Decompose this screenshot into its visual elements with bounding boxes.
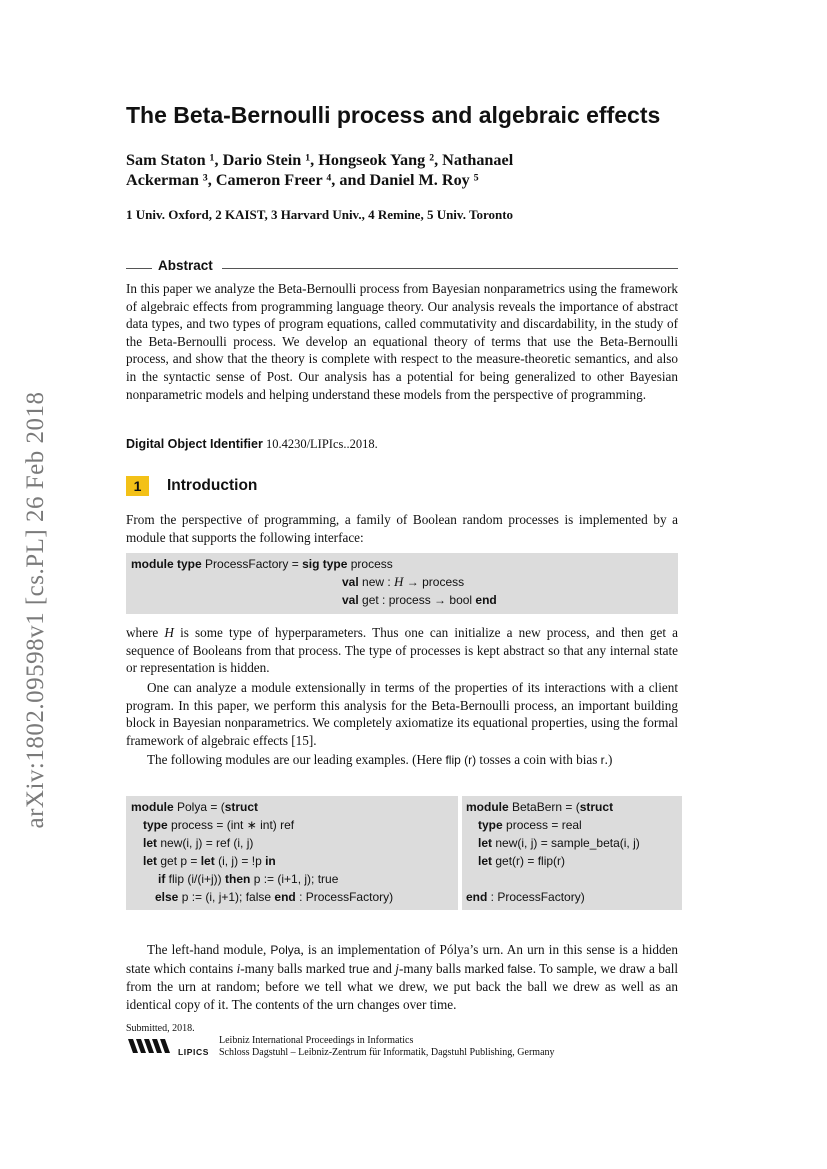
code-line: module type ProcessFactory = sig type process xyxy=(131,557,393,571)
code-line: else p := (i, j+1); false end : ProcessFactory) xyxy=(155,890,394,904)
code-betabern-box xyxy=(462,796,682,910)
paper-title: The Beta-Bernoulli process and algebraic effects xyxy=(126,102,661,128)
code-line: module Polya = (struct xyxy=(131,800,259,814)
abstract-rule-right xyxy=(222,268,678,269)
lipics-wordmark: LIPICS xyxy=(178,1047,209,1057)
section-title: Introduction xyxy=(167,477,258,494)
doi-value: 10.4230/LIPIcs..2018. xyxy=(265,437,378,451)
code-line: module BetaBern = (struct xyxy=(466,800,614,814)
code-interface-box xyxy=(126,553,678,614)
code-line: val get : process → bool end xyxy=(342,593,497,607)
publisher-line-1: Leibniz International Proceedings in Informatics xyxy=(219,1035,414,1046)
author-line-1: Sam Staton ¹, Dario Stein ¹, Hongseok Yang ², Nathanael xyxy=(126,151,514,169)
author-list xyxy=(126,150,686,190)
intro-paragraph-5: The left-hand module, Polya, is an implementation of Pólya’s urn. An urn in this sense is a hidden state which contains i-many balls marked true and j-many balls marked false. To sample, we draw a ball from the urn at random; before we tell what we drew, we put back the ball we drew as well as an identical copy of it. The contents of the urn changes over time. xyxy=(126,942,679,1012)
intro-paragraph-1: From the perspective of programming, a family of Boolean random processes is implemented by a module that supports the following interface: xyxy=(126,512,678,545)
section-number: 1 xyxy=(126,476,149,496)
submitted-note: Submitted, 2018. xyxy=(126,1023,195,1034)
abstract-label: Abstract xyxy=(158,258,213,273)
author-line-2: Ackerman ³, Cameron Freer ⁴, and Daniel M. Roy ⁵ xyxy=(126,171,479,189)
intro-paragraph-3: One can analyze a module extensionally in terms of the properties of its interactions with a client program. In this paper, we perform this analysis for the Beta-Bernoulli process, an important building block in Bayesian nonparametrics. We completely axiomatize its equational properties, using the formal framework of algebraic effects [15]. xyxy=(126,680,678,748)
intro-paragraph-2: where H is some type of hyperparameters. Thus one can initialize a new process, and then get a sequence of Booleans from that process. The type of processes is kept abstract so that any internal state or representation is hidden. xyxy=(126,625,679,676)
publisher-line-2: Schloss Dagstuhl – Leibniz-Zentrum für Informatik, Dagstuhl Publishing, Germany xyxy=(219,1047,555,1058)
intro-paragraph-4: The following modules are our leading examples. (Here flip (r) tosses a coin with bias r.) xyxy=(147,752,613,767)
code-line: let new(i, j) = ref (i, j) xyxy=(143,836,254,850)
arxiv-id: arXiv:1802.09598v1 [cs.PL] 26 Feb 2018 xyxy=(22,391,49,829)
abstract-heading xyxy=(126,258,678,278)
lipics-logo-icon xyxy=(128,1037,176,1057)
code-line: type process = real xyxy=(478,818,582,832)
code-line: type process = (int ∗ int) ref xyxy=(143,818,295,832)
code-line: let new(i, j) = sample_beta(i, j) xyxy=(478,836,640,850)
arxiv-sidebar xyxy=(6,370,66,850)
abstract-text: In this paper we analyze the Beta-Bernoulli process from Bayesian nonparametrics using the framework of algebraic effects from programming language theory. Our analysis reveals the importance of abstract data types, and two types of program equations, called commutativity and discardability, in the study of the Beta-Bernoulli process. We develop an equational theory of terms that use the Beta-Bernoulli process, and show that the theory is complete with respect to the measure-theoretic semantics, and also in the syntactic sense of Post. Our analysis has a potential for being generalized to other Bayesian nonparametric models and helping understand these models from the perspective of programming. xyxy=(126,281,678,402)
doi-line xyxy=(126,437,378,452)
abstract-rule-left xyxy=(126,268,152,269)
affiliations: 1 Univ. Oxford, 2 KAIST, 3 Harvard Univ., 4 Remine, 5 Univ. Toronto xyxy=(126,207,514,222)
code-line: let get(r) = flip(r) xyxy=(478,854,566,868)
code-line: if flip (i/(i+j)) then p := (i+1, j); true xyxy=(158,872,339,886)
code-polya-box xyxy=(126,796,458,910)
code-line: let get p = let (i, j) = !p in xyxy=(143,854,276,868)
code-line: end : ProcessFactory) xyxy=(466,890,585,904)
code-line: val new : H → process xyxy=(342,574,465,589)
doi-label: Digital Object Identifier xyxy=(126,437,263,451)
